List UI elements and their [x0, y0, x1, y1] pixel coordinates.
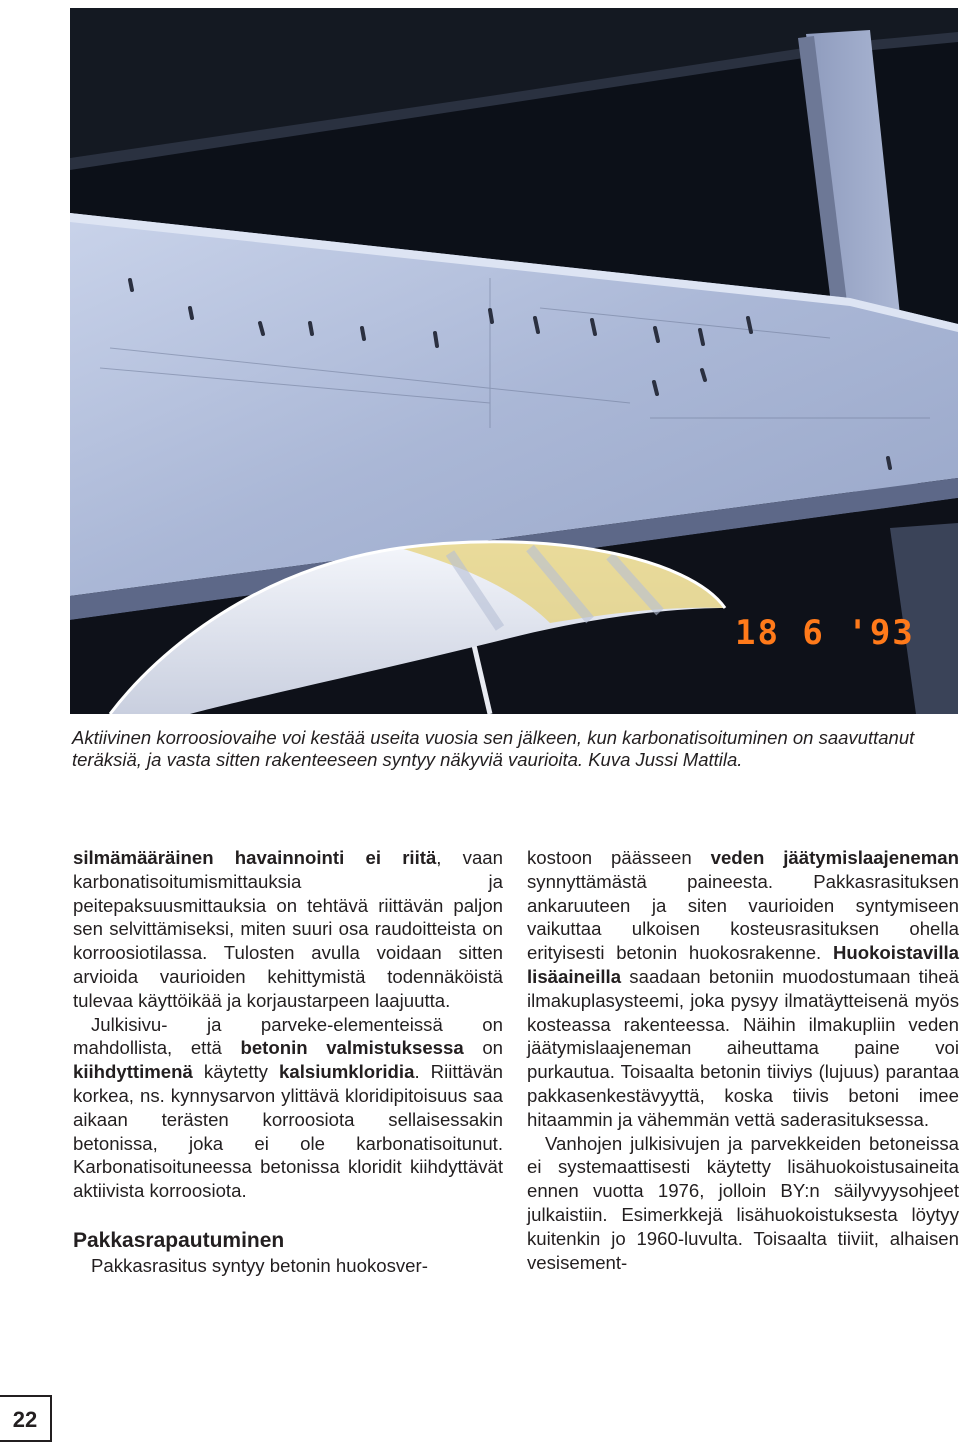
left-paragraph-3: Pakkasrasitus syntyy betonin huokosver- — [91, 1254, 428, 1276]
right-paragraph-2: Vanhojen julkisivujen ja parvekkeiden betoneissa ei systemaattisesti käytetty lisähuokoistusaineita ennen vuotta 1976, jolloin BY:n säilyvyysohjeet julkaistiin. Esimerkkejä lisähuokoistuksesta löytyy kuitenkin jo 1960-luvulta. Toisaalta tiiviit, alhaisen vesisement- — [527, 1132, 959, 1273]
right-paragraph-1-text-2: synnyttämästä paineesta. Pakkasrasituksen ankaruuteen ja siten vaurioiden syntymiseen vaikuttaa ulkoisen kosteusrasituksen ohella erityisesti betonin huokosrakenne. — [527, 870, 959, 964]
right-column — [527, 846, 959, 1274]
left-paragraph-2 — [73, 1013, 503, 1203]
left-paragraph-2-text-4: . Riittävän korkea, ns. kynnysarvon ylittävä kloridipitoisuus saa aikaan terästen korroosiota sellaisessakin betonissa, joka ei ole karbonatisoitunut. Karbonatisoituneessa betonissa kloridit kiihdyttävät aktiivista korroosiota. — [73, 1061, 503, 1202]
left-paragraph-2-text-1: Julkisivu- ja parveke-elementeissä on mahdollista, että — [73, 1013, 503, 1059]
section-heading: Pakkasrapautuminen — [73, 1228, 285, 1252]
right-paragraph-1-text-1: kostoon päässeen — [527, 847, 711, 868]
page-number: 22 — [0, 1395, 52, 1442]
balcony-photo — [70, 8, 958, 714]
left-paragraph-2-text-3: käytetty — [192, 1061, 280, 1083]
emphasis-concrete-manufacturing: betonin valmistuksessa — [240, 1037, 464, 1059]
emphasis-calcium-chloride: kalsiumkloridia — [279, 1061, 415, 1083]
emphasis-freeze-expansion: veden jäätymislaajeneman — [710, 847, 959, 868]
right-paragraph-1 — [527, 846, 959, 1132]
photo-caption: Aktiivinen korroosiovaihe voi kestää useita vuosia sen jälkeen, kun karbonatisoituminen on saavuttanut teräksiä, ja vasta sitten rakenteeseen syntyy näkyviä vaurioita. Kuva Jussi Mattila. — [72, 727, 915, 770]
left-paragraph-1-text: , vaan karbonatisoitumismittauksia ja peitepaksuusmittauksia on tehtävä riittävän paljon sen selvittämiseksi, miten suuri osa raudoitteista on korroosiotilassa. Tulosten avulla voidaan sitten arvioida vaurioiden kehittymistä todennäköistä tulevaa käyttöikää ja korjaustarpeen laajuutta. — [73, 847, 503, 1011]
left-column — [73, 846, 503, 1278]
right-paragraph-1-text-3: saadaan betoniin muodostumaan tiheä ilmakuplasysteemi, joka pysyy ilmatäytteisenä myös kosteassa rakenteessa. Näihin ilmakupliin veden jäätymislaajeneman aiheuttama paine voi purkautua. Toisaalta betonin tiiviys (lujuus) parantaa pakkasenkestävyyttä, koska tiivis betoni imee hitaammin ja vähemmän vettä saderasituksessa. — [527, 965, 959, 1130]
emphasis-accelerator: kiihdyttimenä — [73, 1061, 193, 1083]
left-paragraph-1 — [73, 846, 503, 1013]
date-stamp: 18 6 '93 — [735, 613, 915, 653]
left-paragraph-2-text-2: on — [463, 1037, 504, 1059]
emphasis-visual-inspection: silmämääräinen havainnointi ei riitä — [73, 847, 437, 868]
emphasis-air-entraining-admixtures: Huokoistavilla lisäaineilla — [527, 942, 959, 987]
